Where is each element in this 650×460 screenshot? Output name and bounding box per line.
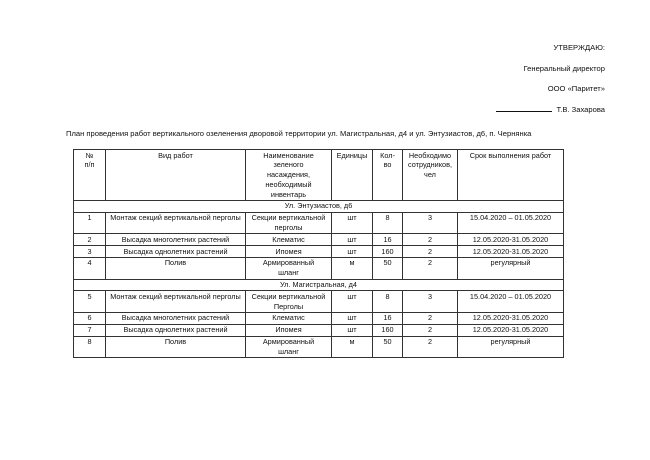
cell-item — [246, 212, 332, 234]
cell-item — [246, 312, 332, 324]
item-line: Секции вертикальной — [251, 213, 326, 223]
item-line: перголы — [274, 223, 303, 233]
group-name: Ул. Энтузиастов, д6 — [74, 200, 564, 212]
cell-num: 8 — [74, 336, 106, 358]
item-line: шланг — [278, 268, 299, 278]
cell-unit: шт — [332, 212, 373, 234]
cell-unit: шт — [332, 246, 373, 258]
table-row — [74, 291, 564, 313]
signature-line — [496, 103, 552, 112]
cell-staff: 2 — [403, 257, 458, 279]
table-row — [74, 257, 564, 279]
cell-qty: 50 — [373, 336, 403, 358]
header-qty — [373, 150, 403, 201]
table-row — [74, 246, 564, 258]
header-line: Необходимо — [408, 150, 452, 160]
cell-qty: 8 — [373, 291, 403, 313]
header-line: чел — [424, 170, 436, 180]
cell-item — [246, 324, 332, 336]
item-line: Секции вертикальной — [251, 291, 326, 301]
cell-staff: 3 — [403, 291, 458, 313]
header-staff — [403, 150, 458, 201]
cell-staff: 2 — [403, 234, 458, 246]
cell-num: 1 — [74, 212, 106, 234]
header-line: Наименование — [263, 150, 314, 160]
item-line: шланг — [278, 346, 299, 356]
cell-work: Монтаж секций вертикальной перголы — [106, 212, 246, 234]
cell-item — [246, 257, 332, 279]
header-line: п/п — [84, 160, 95, 170]
plan-table — [73, 149, 564, 358]
cell-staff: 2 — [403, 312, 458, 324]
group-row — [74, 279, 564, 291]
header-line: насаждения, — [266, 170, 311, 180]
cell-term: регулярный — [458, 336, 564, 358]
cell-unit: шт — [332, 312, 373, 324]
cell-num: 3 — [74, 246, 106, 258]
plan-title: План проведения работ вертикального озеленения дворовой территории ул. Магистральная, д4 и ул. Энтузиастов, д6, п. Чернянка — [66, 129, 532, 138]
cell-staff: 2 — [403, 246, 458, 258]
cell-qty: 160 — [373, 246, 403, 258]
header-line: инвентарь — [270, 189, 307, 199]
item-line: Армированный — [262, 337, 315, 347]
cell-work: Полив — [106, 257, 246, 279]
header-line: Вид работ — [158, 150, 193, 160]
table-header-row — [74, 150, 564, 201]
cell-work: Полив — [106, 336, 246, 358]
cell-staff: 2 — [403, 336, 458, 358]
header-line: Срок выполнения работ — [469, 150, 552, 160]
cell-unit: шт — [332, 234, 373, 246]
cell-unit: шт — [332, 324, 373, 336]
approval-block — [496, 38, 605, 120]
cell-item — [246, 291, 332, 313]
header-line: сотрудников, — [408, 160, 452, 170]
table-row — [74, 234, 564, 246]
approval-heading: УТВЕРЖДАЮ: — [553, 43, 605, 52]
cell-term: 12.05.2020-31.05.2020 — [458, 312, 564, 324]
header-line: во — [383, 160, 392, 170]
cell-work: Высадка однолетних растений — [106, 246, 246, 258]
cell-term: 15.04.2020 – 01.05.2020 — [458, 212, 564, 234]
item-line: Ипомея — [275, 325, 302, 335]
cell-qty: 8 — [373, 212, 403, 234]
header-line: зеленого — [273, 160, 304, 170]
cell-term: 12.05.2020-31.05.2020 — [458, 234, 564, 246]
cell-qty: 16 — [373, 234, 403, 246]
table-row — [74, 212, 564, 234]
cell-item — [246, 234, 332, 246]
cell-item — [246, 336, 332, 358]
table-row — [74, 336, 564, 358]
item-line: Клематис — [272, 313, 305, 323]
cell-num: 2 — [74, 234, 106, 246]
cell-unit: м — [332, 336, 373, 358]
cell-work: Высадка многолетних растений — [106, 234, 246, 246]
cell-term: 12.05.2020-31.05.2020 — [458, 324, 564, 336]
header-item — [246, 150, 332, 201]
signature-name: Т.В. Захарова — [556, 104, 605, 114]
item-line: Армированный — [262, 258, 315, 268]
cell-staff: 2 — [403, 324, 458, 336]
cell-unit: м — [332, 257, 373, 279]
item-line: Ипомея — [275, 246, 302, 256]
cell-unit: шт — [332, 291, 373, 313]
group-name: Ул. Магистральная, д4 — [74, 279, 564, 291]
cell-num: 6 — [74, 312, 106, 324]
cell-num: 7 — [74, 324, 106, 336]
item-line: Клематис — [272, 234, 305, 244]
cell-term: 15.04.2020 – 01.05.2020 — [458, 291, 564, 313]
header-work — [106, 150, 246, 201]
cell-work: Монтаж секций вертикальной перголы — [106, 291, 246, 313]
cell-item — [246, 246, 332, 258]
group-row — [74, 200, 564, 212]
header-line: Единицы — [336, 150, 368, 160]
header-unit — [332, 150, 373, 201]
cell-term: 12.05.2020-31.05.2020 — [458, 246, 564, 258]
approval-position: Генеральный директор — [523, 63, 605, 73]
approval-signature — [496, 100, 605, 121]
header-term — [458, 150, 564, 201]
header-line: № — [85, 150, 94, 160]
cell-num: 4 — [74, 257, 106, 279]
cell-work: Высадка многолетних растений — [106, 312, 246, 324]
approval-company: ООО «Паритет» — [547, 84, 605, 93]
cell-work: Высадка однолетних растений — [106, 324, 246, 336]
cell-qty: 160 — [373, 324, 403, 336]
cell-num: 5 — [74, 291, 106, 313]
cell-staff: 3 — [403, 212, 458, 234]
cell-qty: 16 — [373, 312, 403, 324]
cell-term: регулярный — [458, 257, 564, 279]
cell-qty: 50 — [373, 257, 403, 279]
table-row — [74, 324, 564, 336]
table-row — [74, 312, 564, 324]
header-num — [74, 150, 106, 201]
item-line: Перголы — [273, 301, 304, 311]
header-line: Кол- — [380, 150, 395, 160]
header-line: необходимый — [265, 179, 312, 189]
